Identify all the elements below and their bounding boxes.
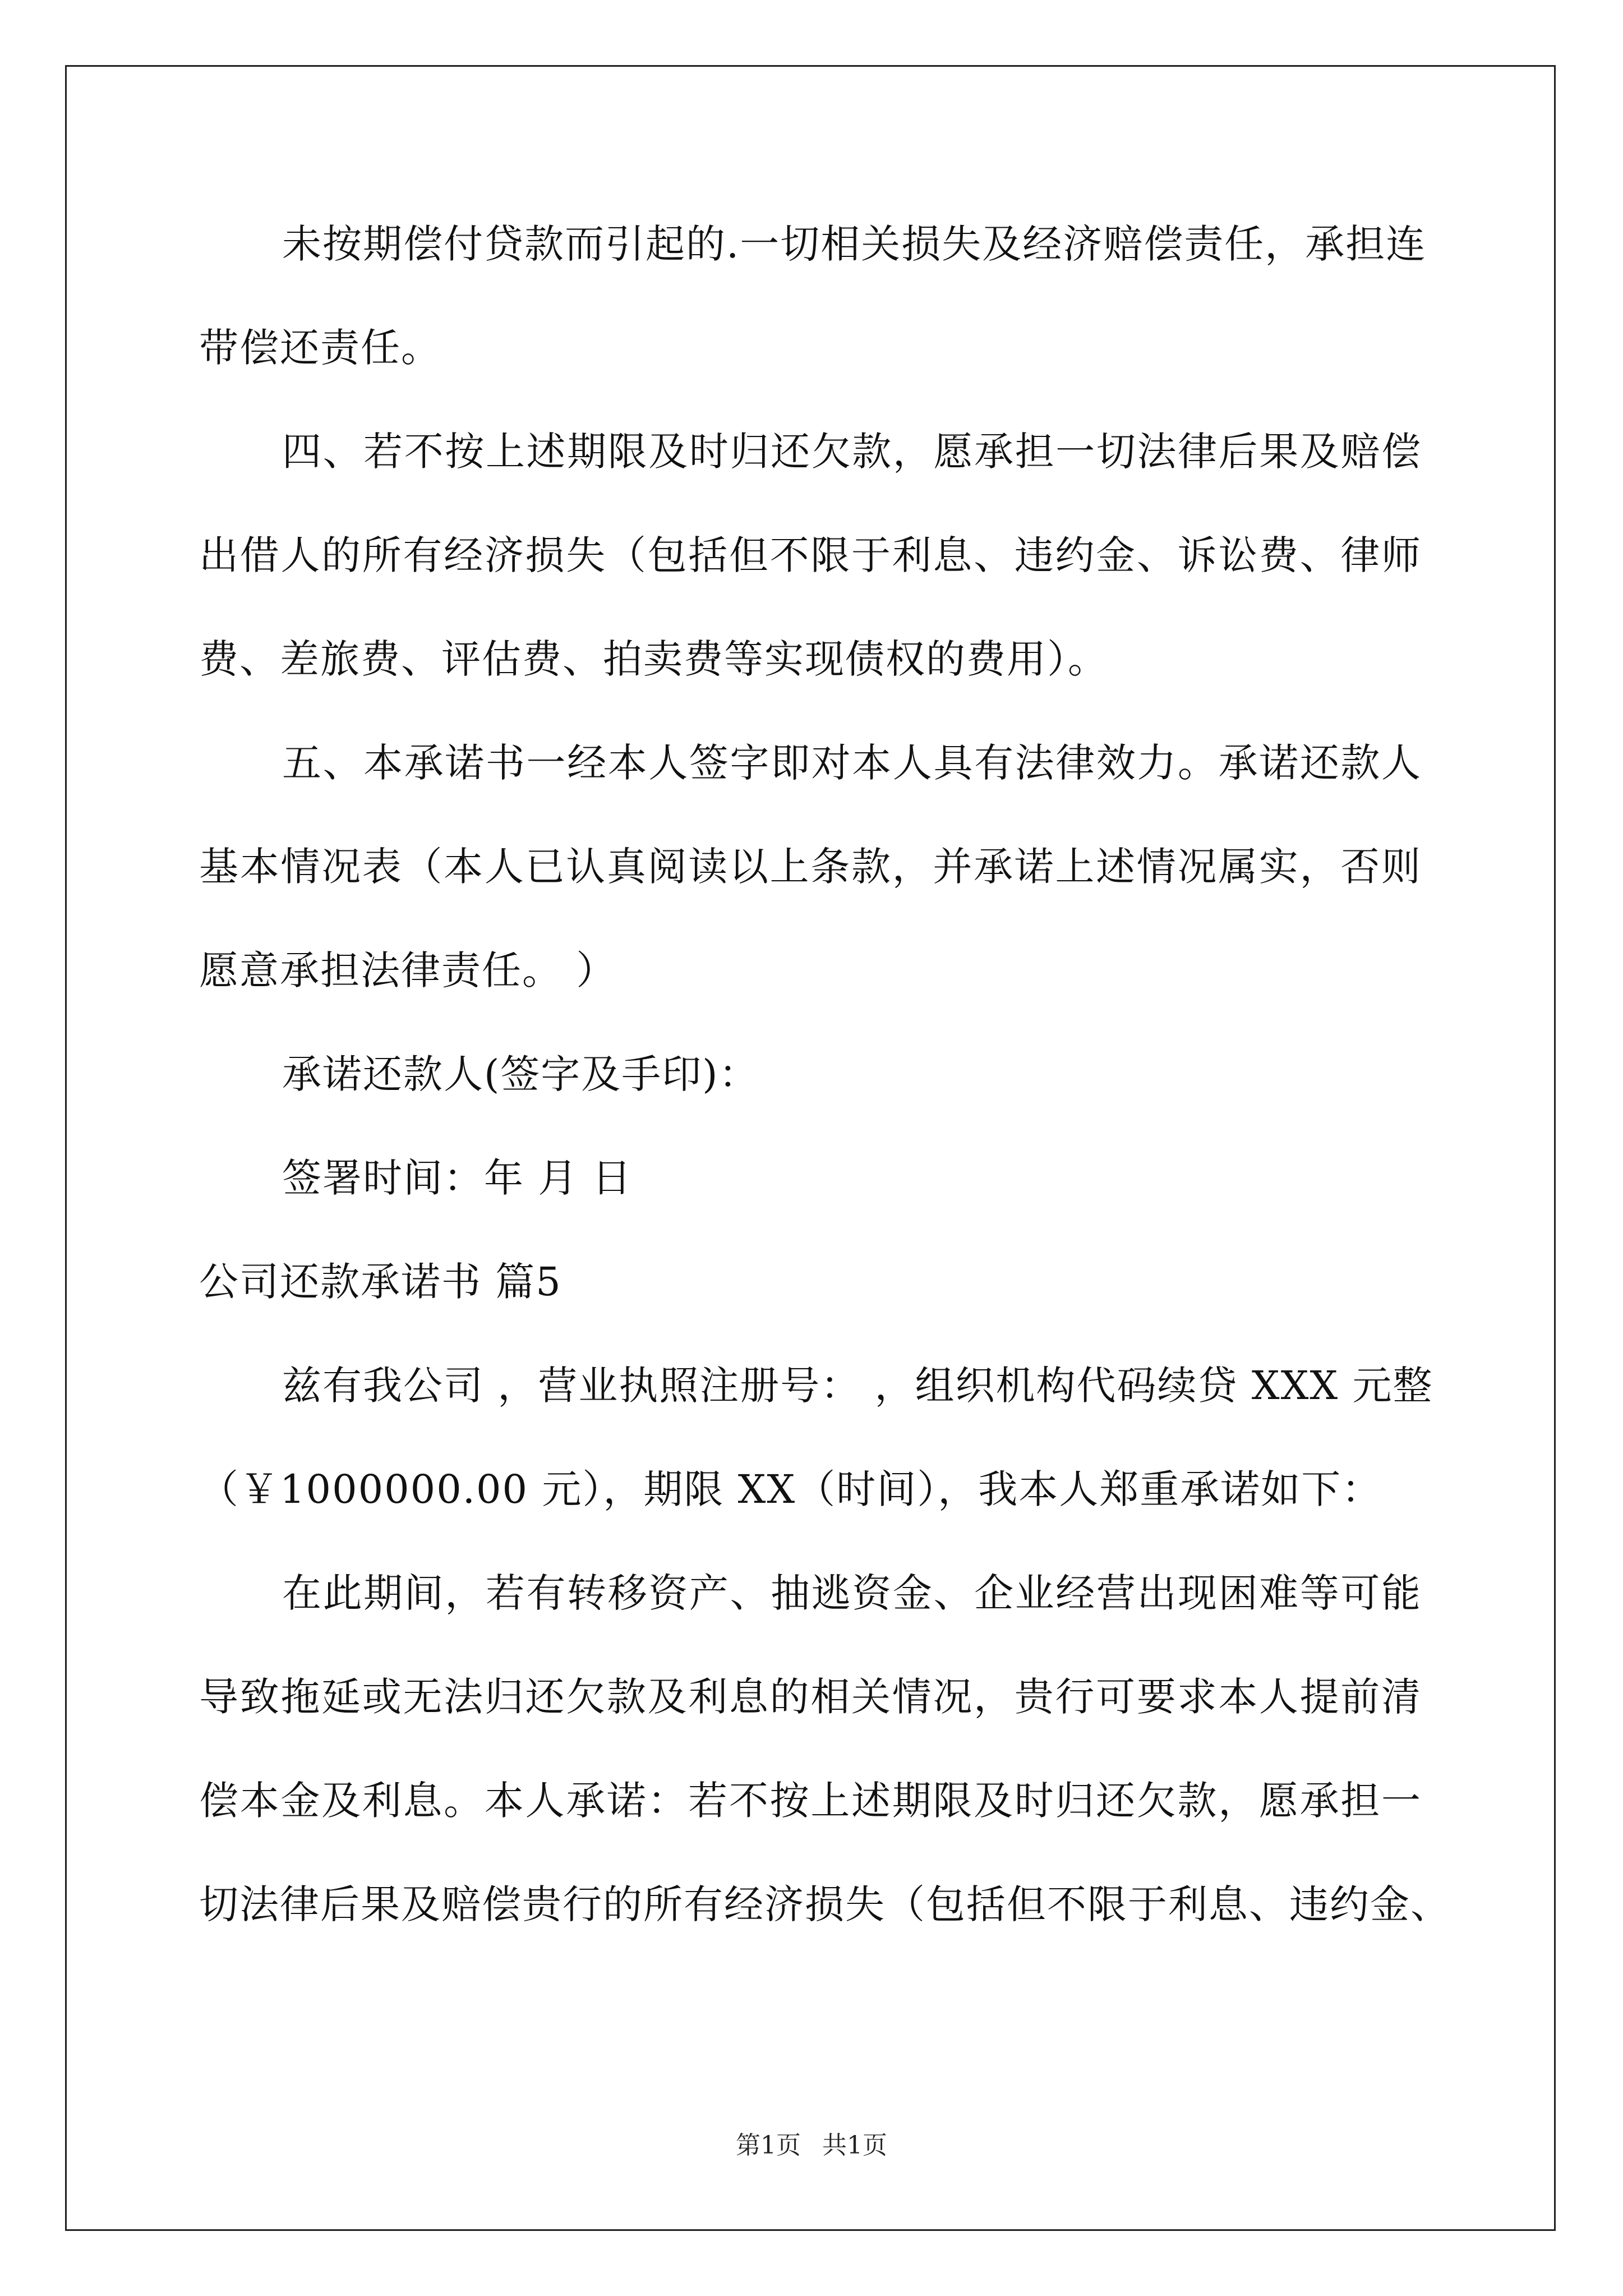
date-label: 签署时间：年 月 日 <box>282 1155 633 1201</box>
paragraph-line: （￥1000000.00 元），期限 XX（时间），我本人郑重承诺如下： <box>199 1466 1382 1512</box>
paragraph-line: 带偿还责任。 <box>199 325 441 371</box>
paragraph-line: 偿本金及利息。本人承诺：若不按上述期限及时归还欠款，愿承担一 <box>199 1778 1422 1824</box>
page-number: 第1页 <box>736 2131 801 2160</box>
page-total: 共1页 <box>822 2131 887 2160</box>
paragraph-line: 在此期间，若有转移资产、抽逃资金、企业经营出现困难等可能 <box>282 1570 1422 1616</box>
paragraph-line: 出借人的所有经济损失（包括但不限于利息、违约金、诉讼费、律师 <box>199 532 1422 578</box>
paragraph-line: 切法律后果及赔偿贵行的所有经济损失（包括但不限于利息、违约金、 <box>199 1881 1451 1927</box>
paragraph-line: 兹有我公司 ，营业执照注册号： ，组织机构代码续贷 XXX 元整 <box>282 1363 1433 1409</box>
signature-label: 承诺还款人(签字及手印)： <box>282 1051 759 1097</box>
paragraph-line: 四、若不按上述期限及时归还欠款，愿承担一切法律后果及赔偿 <box>282 429 1422 475</box>
section-heading: 公司还款承诺书 篇5 <box>199 1259 562 1305</box>
paragraph-line: 基本情况表（本人已认真阅读以上条款，并承诺上述情况属实，否则 <box>199 844 1422 890</box>
paragraph-line: 五、本承诺书一经本人签字即对本人具有法律效力。承诺还款人 <box>282 740 1422 786</box>
paragraph-line: 未按期偿付贷款而引起的.一切相关损失及经济赔偿责任，承担连 <box>282 221 1427 267</box>
page-footer <box>0 2129 1623 2162</box>
paragraph-line: 费、差旅费、评估费、拍卖费等实现债权的费用）。 <box>199 636 1108 682</box>
paragraph-line: 导致拖延或无法归还欠款及利息的相关情况，贵行可要求本人提前清 <box>199 1674 1422 1720</box>
paragraph-line: 愿意承担法律责任。 ） <box>199 947 617 993</box>
